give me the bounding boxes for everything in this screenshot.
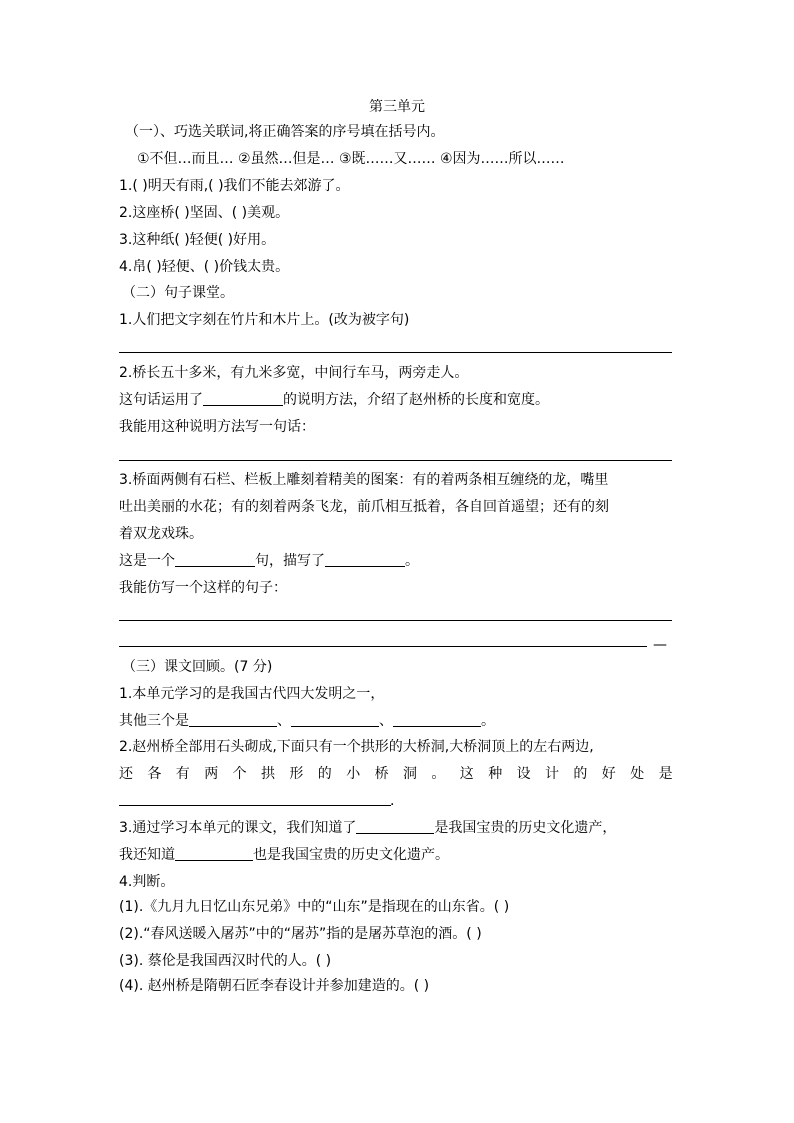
fill-blank[interactable]: [325, 552, 405, 567]
fill-blank[interactable]: [175, 552, 255, 567]
text: 我还知道: [119, 847, 175, 863]
text: 这是一个: [119, 553, 175, 569]
text: 3.通过学习本单元的课文，我们知道了: [119, 820, 357, 836]
fill-blank[interactable]: [356, 819, 434, 834]
trailing-dash: —: [653, 637, 667, 653]
s3-question-3: [119, 819, 679, 837]
fill-blank[interactable]: [393, 712, 481, 727]
s3-question-4: 4.判断。: [119, 874, 175, 890]
text: 句，描写了: [255, 553, 325, 569]
s3-question-1: 1.本单元学习的是我国古代四大发明之一，: [119, 686, 385, 702]
text: 的说明方法，介绍了赵州桥的长度和宽度。: [283, 392, 549, 408]
judge-item-1: (1).《九月九日忆山东兄弟》中的“山东”是指现在的山东省。( ): [119, 899, 510, 915]
s2-question-3-line1: 3.桥面两侧有石栏、栏板上雕刻着精美的图案：有的着两条相互缠绕的龙，嘴里: [119, 472, 609, 488]
period: .: [390, 793, 395, 809]
s2-question-3c: 我能仿写一个这样的句子：: [119, 580, 287, 596]
answer-line[interactable]: [119, 352, 672, 353]
section1-heading: （一）、巧选关联词,将正确答案的序号填在括号内。: [125, 124, 445, 140]
s2-question-2b: [119, 391, 679, 409]
s3-question-1b: [119, 712, 679, 730]
text: 也是我国宝贵的历史文化遗产。: [253, 847, 449, 863]
judge-item-3: (3). 蔡伦是我国西汉时代的人。( ): [119, 953, 332, 969]
fill-blank[interactable]: [175, 846, 253, 861]
fill-blank[interactable]: [291, 712, 379, 727]
section3-heading: （三）课文回顾。(7 分): [122, 659, 273, 675]
fill-blank[interactable]: [203, 391, 283, 406]
s1-question-3: 3.这种纸( )轻便( )好用。: [119, 232, 276, 248]
judge-item-2: (2).“春风送暖入屠苏”中的“屠苏”指的是屠苏草泡的酒。( ): [119, 926, 482, 942]
s2-question-1: 1.人们把文字刻在竹片和木片上。(改为被字句): [119, 312, 410, 328]
section2-heading: （二）句子课堂。: [122, 285, 234, 301]
s2-question-2c: 我能用这种说明方法写一句话：: [119, 419, 315, 435]
text: 其他三个是: [119, 713, 189, 729]
text: 、: [277, 713, 291, 729]
text: 、: [379, 713, 393, 729]
conjunction-options: ①不但…而且… ②虽然…但是… ③既……又…… ④因为……所以……: [137, 151, 565, 167]
s1-question-2: 2.这座桥( )坚固、( )美观。: [119, 205, 290, 221]
s3-question-2-line2: 还各有两个拱形的小桥洞。这种设计的好处是: [119, 766, 687, 782]
s2-question-3-line3: 着双龙戏珠。: [119, 526, 203, 542]
answer-line[interactable]: [119, 460, 672, 461]
s2-question-3b: [119, 552, 679, 570]
fill-blank[interactable]: [189, 712, 277, 727]
text: 。: [405, 553, 419, 569]
page-title: 第三单元: [369, 99, 425, 115]
text: 是我国宝贵的历史文化遗产，: [434, 820, 617, 836]
s2-question-2: 2.桥长五十多米，有九米多宽，中间行车马，两旁走人。: [119, 365, 469, 381]
text: 这句话运用了: [119, 392, 203, 408]
s1-question-1: 1.( )明天有雨,( )我们不能去郊游了。: [119, 178, 350, 194]
answer-line[interactable]: [119, 646, 647, 647]
s3-question-2-line1: 2.赵州桥全部用石头砌成,下面只有一个拱形的大桥洞,大桥洞顶上的左右两边,: [119, 739, 594, 755]
text: 。: [481, 713, 495, 729]
s3-question-3b: [119, 846, 679, 864]
answer-line[interactable]: [119, 620, 672, 621]
s2-question-3-line2: 吐出美丽的水花；有的刻着两条飞龙，前爪相互抵着，各自回首遥望；还有的刻: [119, 499, 609, 515]
answer-line[interactable]: [119, 805, 391, 806]
judge-item-4: (4). 赵州桥是隋朝石匠李春设计并参加建造的。( ): [119, 978, 430, 994]
s1-question-4: 4.帛( )轻便、( )价钱太贵。: [119, 259, 290, 275]
